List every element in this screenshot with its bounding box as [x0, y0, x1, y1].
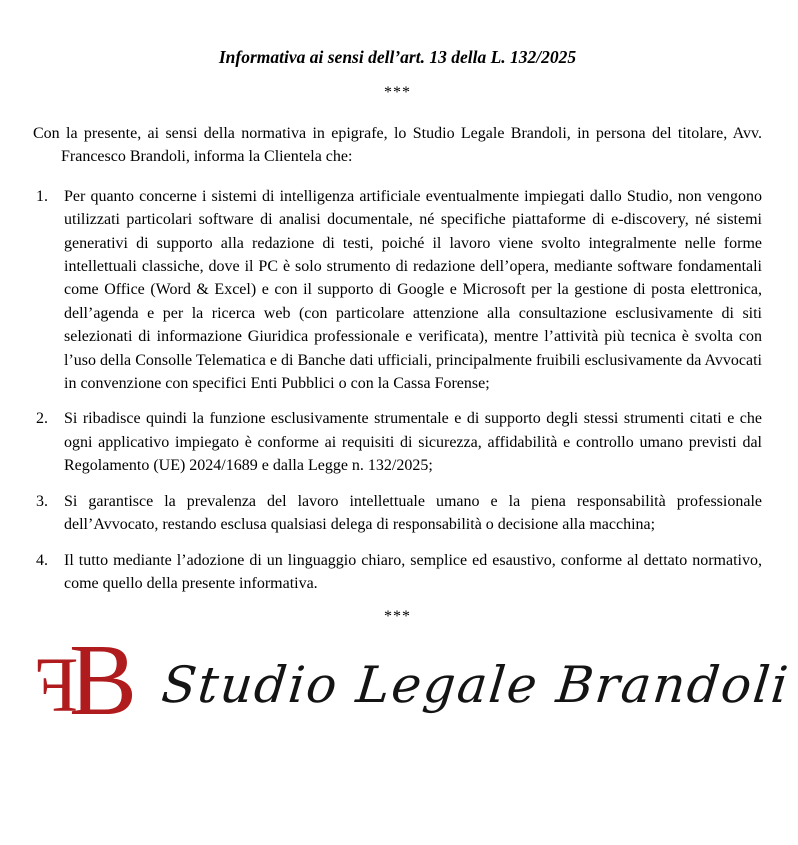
- list-item-number: 1.: [36, 187, 48, 205]
- monogram-letter-f: F: [35, 641, 79, 729]
- list-item-text: Si garantisce la prevalenza del lavoro intellettuale umano e la piena responsabilità professionale dell’Avvocato, restando esclusa qualsiasi delega di responsabilità o decisione alla macchina;: [64, 492, 762, 534]
- monogram-letter-b: B: [69, 624, 138, 738]
- list-item-number: 3.: [36, 492, 48, 510]
- list-item-number: 4.: [36, 551, 48, 569]
- list-item-text: Per quanto concerne i sistemi di intelligenza artificiale eventualmente impiegati dallo Studio, non vengono utilizzati particolari software di analisi documentale, né specifiche piattaforme di e-discovery, né sistemi generativi di supporto alla redazione di testi, poiché il lavoro viene svolto integralmente nelle forme intellettuali classiche, dove il PC è solo strumento di redazione dell’opera, mediante software fondamentali come Office (Word & Excel) e con il supporto di Google e Microsoft per la gestione di posta elettronica, dell’agenda e per la ricerca web (con particolare attenzione alla consultazione esclusivamente di siti selezionati di informazione Giuridica professionale e verificata), mentre l’attività più tecnica è svolta con l’uso della Consolle Telematica e di Banche dati ufficiali, principalmente fruibili esclusivamente da Avvocati in convenzione con specifici Enti Pubblici o con la Cassa Forense;: [64, 187, 762, 393]
- numbered-list: [33, 185, 762, 596]
- logo-script-text: Studio Legale Brandoli: [159, 656, 793, 715]
- list-item-2: [33, 407, 762, 477]
- asterisk-separator-bottom: ***: [384, 608, 411, 626]
- intro-paragraph: Con la presente, ai sensi della normativa in epigrafe, lo Studio Legale Brandoli, in persona del titolare, Avv. Francesco Brandoli, informa la Clientela che:: [33, 125, 762, 166]
- fb-monogram-icon: [33, 624, 145, 738]
- list-item-1: [33, 185, 762, 396]
- asterisk-separator-top: ***: [384, 84, 411, 101]
- list-item-text: Si ribadisce quindi la funzione esclusivamente strumentale e di supporto degli stessi strumenti citati e che ogni applicativo impiegato è conforme ai requisiti di sicurezza, affidabilità e controllo umano previsti dal Regolamento (UE) 2024/1689 e dalla Legge n. 132/2025;: [64, 410, 762, 475]
- page-title: Informativa ai sensi dell’art. 13 della L. 132/2025: [218, 47, 577, 67]
- list-item-number: 2.: [36, 410, 48, 428]
- list-item-4: [33, 549, 762, 596]
- list-item-text: Il tutto mediante l’adozione di un linguaggio chiaro, semplice ed esaustivo, conforme al dettato normativo, come quello della presente informativa.: [64, 551, 762, 592]
- list-item-3: [33, 490, 762, 537]
- studio-logo: [33, 624, 793, 738]
